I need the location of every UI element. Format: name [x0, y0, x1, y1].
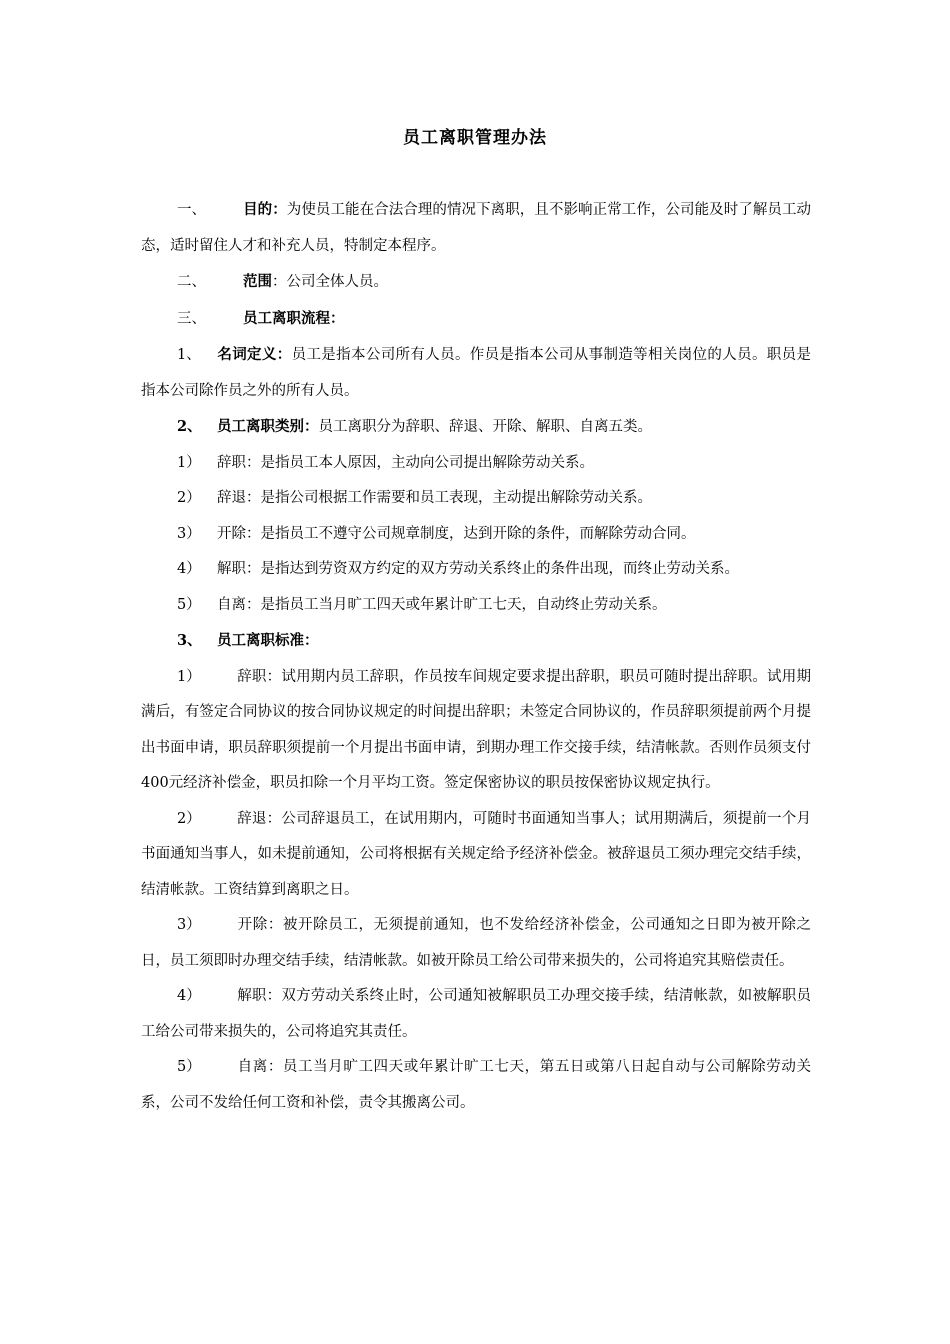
list-item: [141, 481, 811, 517]
item-text: 解职：双方劳动关系终止时，公司通知被解职员工办理交接手续，结清帐款，如被解职员工给公司带来损失的，公司将追究其责任。: [141, 988, 811, 1040]
section-text: 为使员工能在合法合理的情况下离职，且不影响正常工作，公司能及时了解员工动态，适时留住人才和补充人员，特制定本程序。: [141, 202, 812, 254]
item-text: 辞职：是指员工本人原因，主动向公司提出解除劳动关系。: [217, 454, 594, 471]
list-item: [141, 588, 811, 624]
item-text: 自离：是指员工当月旷工四天或年累计旷工七天，自动终止劳动关系。: [217, 596, 667, 613]
item-number: 3）: [177, 525, 201, 542]
item-number: 5）: [177, 1059, 201, 1075]
item-text: 解职：是指达到劳资双方约定的双方劳动关系终止的条件出现，而终止劳动关系。: [217, 561, 739, 577]
item-number: 3）: [177, 917, 201, 933]
section-colon: ：: [272, 201, 287, 218]
item-text: 开除：被开除员工，无须提前通知，也不发给经济补偿金，公司通知之日即为被开除之日，员工须即时办理交结手续，结清帐款。如被开除员工给公司带来损失的，公司将追究其赔偿责任。: [141, 917, 811, 969]
list-item: [141, 552, 811, 588]
clause-number: 1、: [177, 347, 201, 363]
section-label: 目的: [243, 201, 273, 218]
clause-number: 2、: [177, 418, 202, 435]
section-text: 公司全体人员。: [286, 274, 388, 290]
clause-number: 3、: [177, 632, 202, 649]
clause-text: 员工是指本公司所有人员。作员是指本公司从事制造等相关岗位的人员。职员是指本公司除作员之外的所有人员。: [141, 347, 812, 399]
item-number: 1）: [177, 454, 201, 471]
list-item: [141, 908, 811, 979]
page-title: 员工离职管理办法: [403, 128, 547, 148]
section-number: 三、: [177, 310, 206, 327]
item-text: 辞退：公司辞退员工，在试用期内，可随时书面通知当事人；试用期满后，须提前一个月书面通知当事人，如未提前通知，公司将根据有关规定给予经济补偿金。被辞退员工须办理完交结手续，结清帐款。工资结算到离职之日。: [141, 810, 811, 898]
item-number: 2）: [177, 810, 201, 827]
section-purpose: [141, 192, 811, 264]
item-number: 2）: [177, 490, 201, 506]
item-number: 4）: [177, 561, 201, 577]
item-text: 辞职：试用期内员工辞职，作员按车间规定要求提出辞职，职员可随时提出辞职。试用期满后，有签定合同协议的按合同协议规定的时间提出辞职；未签定合同协议的，作员辞职须提前两个月提出书面申请，职员辞职须提前一个月提出书面申请，到期办理工作交接手续，结清帐款。否则作员须支付400元经济补偿金，职员扣除一个月平均工资。签定保密协议的职员按保密协议规定执行。: [141, 668, 811, 791]
section-number: 一、: [177, 202, 206, 218]
item-text: 自离：员工当月旷工四天或年累计旷工七天，第五日或第八日起自动与公司解除劳动关系，公司不发给任何工资和补偿，责令其搬离公司。: [141, 1059, 811, 1111]
section-process: [141, 301, 811, 338]
clause-categories: [141, 409, 811, 446]
clause-label: 员工离职标准：: [217, 632, 319, 649]
item-number: 1）: [177, 668, 201, 685]
item-text: 辞退：是指公司根据工作需要和员工表现，主动提出解除劳动关系。: [217, 490, 652, 506]
section-label: 员工离职流程：: [243, 309, 345, 327]
clause-text: 员工离职分为辞职、辞退、开除、解职、自离五类。: [318, 419, 652, 435]
section-colon: ：: [272, 274, 287, 290]
item-number: 5）: [177, 596, 201, 613]
list-item: [141, 660, 811, 802]
item-number: 4）: [177, 988, 201, 1004]
section-number: 二、: [177, 274, 206, 290]
document-body: [141, 192, 811, 1121]
section-scope: [141, 264, 811, 301]
clause-definitions: [141, 337, 811, 409]
clause-standards: [141, 623, 811, 660]
list-item: [141, 802, 811, 909]
list-item: [141, 979, 811, 1050]
clause-label: 员工离职类别：: [217, 418, 319, 435]
item-text: 开除：是指员工不遵守公司规章制度，达到开除的条件，而解除劳动合同。: [217, 525, 696, 542]
section-label: 范围: [243, 273, 272, 290]
clause-label: 名词定义：: [217, 346, 292, 363]
list-item: [141, 1050, 811, 1121]
list-item: [141, 446, 811, 482]
list-item: [141, 517, 811, 553]
